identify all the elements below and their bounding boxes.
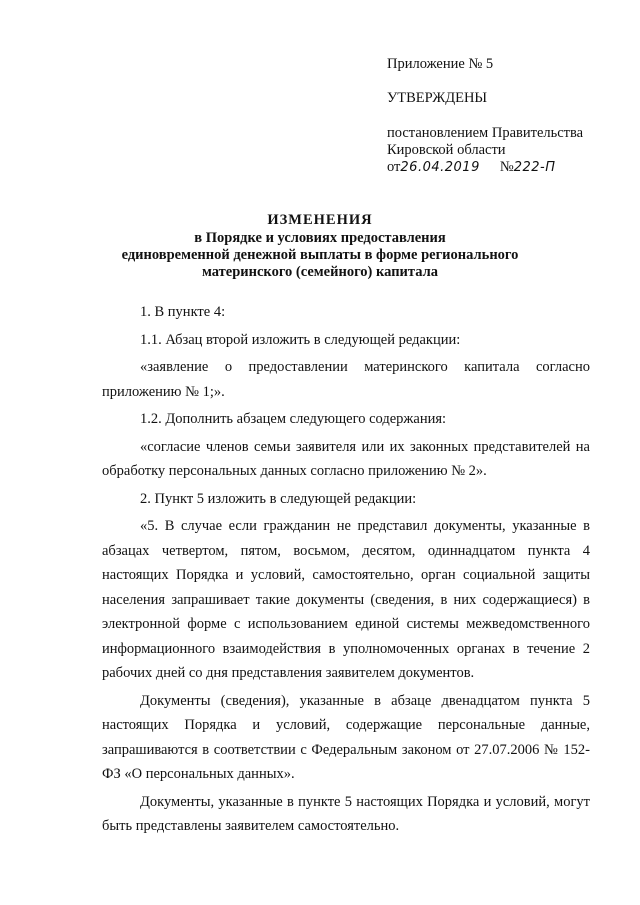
paragraph-documents-1: Документы (сведения), указанные в абзаце двенадцатом пункта 5 настоящих Порядка и условий, содержащие персональные данные, запрашиваются в соответствии с Федеральным законом от 27.07.2006 № 152-ФЗ «О персональных данных». (102, 692, 590, 782)
document-title: ИЗМЕНЕНИЯ (267, 212, 373, 228)
decree-date-number (387, 159, 555, 176)
heading-line-1: в Порядке и условиях предоставления (194, 230, 446, 246)
paragraph-quote-2: «согласие членов семьи заявителя или их законных представителей на обработку персональных данных согласно приложению № 2». (102, 438, 590, 479)
heading-line-3: материнского (семейного) капитала (202, 264, 438, 280)
heading-line-2: единовременной денежной выплаты в форме регионального (121, 247, 519, 263)
handwritten-date: 26.04.2019 (400, 160, 480, 175)
paragraph-item-2: 2. Пункт 5 изложить в следующей редакции: (140, 490, 417, 507)
paragraph-point-5: «5. В случае если гражданин не представил документы, указанные в абзацах четвертом, пятом, восьмом, десятом, одиннадцатом пункта 4 настоящих Порядка и условий, самостоятельно, орган социальной защиты населения запрашивает такие документы (сведения, в них содержащиеся) в электронной форме с использованием единой системы межведомственного информационного взаимодействия в уполномоченных органах в течение 2 рабочих дней со дня представления заявителем документов. (102, 518, 590, 681)
approved-label: УТВЕРЖДЕНЫ (387, 90, 488, 106)
number-prefix: № (499, 159, 514, 175)
paragraph-documents-2: Документы, указанные в пункте 5 настоящих Порядка и условий, могут быть представлены заявителем самостоятельно. (102, 793, 590, 834)
paragraph-item-1-2: 1.2. Дополнить абзацем следующего содержания: (140, 411, 447, 427)
decree-line-1: постановлением Правительства (387, 125, 584, 141)
paragraph-item-1: 1. В пункте 4: (140, 304, 226, 320)
document-body (102, 300, 590, 839)
document-heading (100, 212, 540, 281)
appendix-number: Приложение № 5 (387, 56, 494, 72)
date-prefix: от (387, 159, 401, 175)
decree-line-2: Кировской области (387, 142, 506, 158)
paragraph-quote-1: «заявление о предоставлении материнского капитала согласно приложению № 1;». (102, 359, 590, 400)
handwritten-number: 222-П (513, 160, 556, 175)
paragraph-item-1-1: 1.1. Абзац второй изложить в следующей редакции: (140, 331, 461, 348)
